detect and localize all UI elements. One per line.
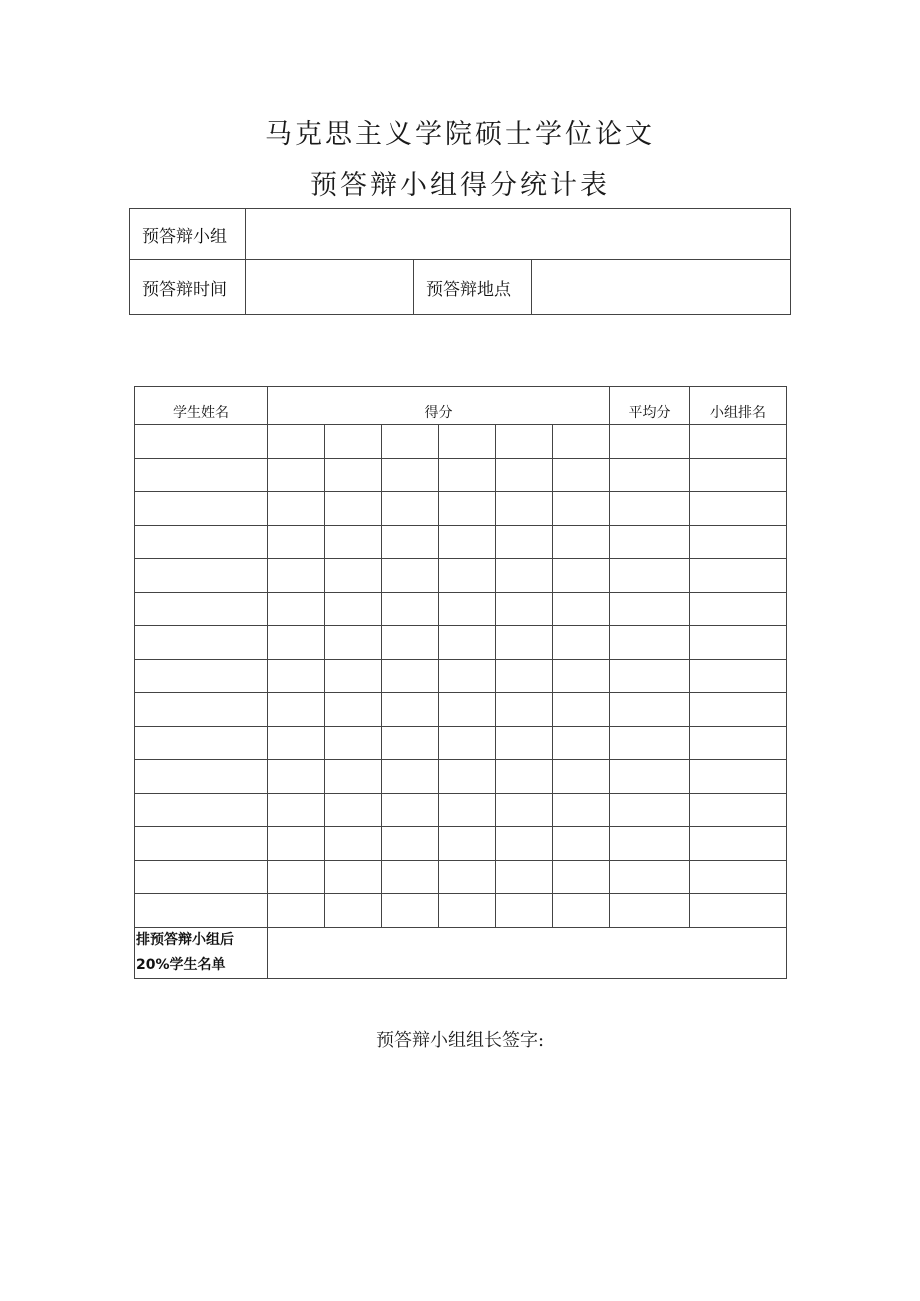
score-cell[interactable] <box>382 726 439 760</box>
score-cell[interactable] <box>268 760 325 794</box>
score-cell[interactable] <box>325 693 382 727</box>
bottom-20-percent-list-cell[interactable] <box>268 927 787 978</box>
time-label: 预答辩时间 <box>130 260 246 315</box>
table-row <box>135 894 787 928</box>
score-cell[interactable] <box>553 827 610 861</box>
score-cell[interactable] <box>553 860 610 894</box>
score-cell[interactable] <box>268 458 325 492</box>
header-average: 平均分 <box>610 387 690 425</box>
score-cell[interactable] <box>553 626 610 660</box>
average-cell[interactable] <box>610 592 690 626</box>
bottom-20-percent-label-line2: 20%学生名单 <box>136 956 226 973</box>
info-table <box>129 208 791 315</box>
score-cell[interactable] <box>268 592 325 626</box>
table-row <box>135 860 787 894</box>
rank-cell[interactable] <box>690 726 787 760</box>
score-cell[interactable] <box>553 894 610 928</box>
score-cell[interactable] <box>382 492 439 526</box>
average-cell[interactable] <box>610 626 690 660</box>
score-cell[interactable] <box>553 458 610 492</box>
average-cell[interactable] <box>610 827 690 861</box>
score-cell[interactable] <box>439 659 496 693</box>
average-cell[interactable] <box>610 894 690 928</box>
score-cell[interactable] <box>439 626 496 660</box>
score-cell[interactable] <box>553 693 610 727</box>
score-cell[interactable] <box>325 559 382 593</box>
header-score: 得分 <box>268 387 610 425</box>
score-cell[interactable] <box>382 525 439 559</box>
rank-cell[interactable] <box>690 458 787 492</box>
score-cell[interactable] <box>439 693 496 727</box>
location-value-cell[interactable] <box>532 260 791 315</box>
rank-cell[interactable] <box>690 659 787 693</box>
average-cell[interactable] <box>610 760 690 794</box>
rank-cell[interactable] <box>690 760 787 794</box>
student-name-cell[interactable] <box>135 425 268 459</box>
time-value-cell[interactable] <box>246 260 414 315</box>
score-cell[interactable] <box>382 592 439 626</box>
score-cell[interactable] <box>268 425 325 459</box>
student-name-cell[interactable] <box>135 726 268 760</box>
score-cell[interactable] <box>325 425 382 459</box>
score-cell[interactable] <box>325 827 382 861</box>
score-cell[interactable] <box>439 458 496 492</box>
score-cell[interactable] <box>496 693 553 727</box>
rank-cell[interactable] <box>690 626 787 660</box>
student-name-cell[interactable] <box>135 626 268 660</box>
rank-cell[interactable] <box>690 525 787 559</box>
score-cell[interactable] <box>268 860 325 894</box>
score-cell[interactable] <box>553 760 610 794</box>
average-cell[interactable] <box>610 793 690 827</box>
score-cell[interactable] <box>439 760 496 794</box>
score-cell[interactable] <box>268 659 325 693</box>
score-cell[interactable] <box>496 492 553 526</box>
score-cell[interactable] <box>325 525 382 559</box>
score-cell[interactable] <box>268 525 325 559</box>
score-cell[interactable] <box>496 425 553 459</box>
score-cell[interactable] <box>325 860 382 894</box>
score-cell[interactable] <box>553 793 610 827</box>
score-cell[interactable] <box>268 894 325 928</box>
score-cell[interactable] <box>439 425 496 459</box>
score-cell[interactable] <box>382 659 439 693</box>
score-cell[interactable] <box>325 492 382 526</box>
group-value-cell[interactable] <box>246 209 791 260</box>
score-cell[interactable] <box>382 827 439 861</box>
average-cell[interactable] <box>610 492 690 526</box>
document-title-line2: 预答辩小组得分统计表 <box>310 170 610 201</box>
score-cell[interactable] <box>496 793 553 827</box>
table-row <box>135 492 787 526</box>
score-cell[interactable] <box>325 894 382 928</box>
rank-cell[interactable] <box>690 793 787 827</box>
student-name-cell[interactable] <box>135 559 268 593</box>
table-row <box>135 760 787 794</box>
score-cell[interactable] <box>382 894 439 928</box>
score-cell[interactable] <box>382 626 439 660</box>
student-name-cell[interactable] <box>135 760 268 794</box>
score-cell[interactable] <box>325 659 382 693</box>
student-name-cell[interactable] <box>135 793 268 827</box>
score-cell[interactable] <box>325 626 382 660</box>
average-cell[interactable] <box>610 458 690 492</box>
score-cell[interactable] <box>553 525 610 559</box>
average-cell[interactable] <box>610 425 690 459</box>
score-cell[interactable] <box>382 425 439 459</box>
score-cell[interactable] <box>496 559 553 593</box>
score-cell[interactable] <box>496 458 553 492</box>
table-row <box>135 827 787 861</box>
table-row <box>135 726 787 760</box>
student-name-cell[interactable] <box>135 693 268 727</box>
score-cell[interactable] <box>268 827 325 861</box>
location-label: 预答辩地点 <box>414 260 532 315</box>
score-cell[interactable] <box>439 525 496 559</box>
rank-cell[interactable] <box>690 492 787 526</box>
student-name-cell[interactable] <box>135 827 268 861</box>
score-cell[interactable] <box>553 425 610 459</box>
score-cell[interactable] <box>268 492 325 526</box>
student-name-cell[interactable] <box>135 894 268 928</box>
score-cell[interactable] <box>382 860 439 894</box>
score-cell[interactable] <box>382 559 439 593</box>
score-cell[interactable] <box>496 659 553 693</box>
score-cell[interactable] <box>553 592 610 626</box>
header-student-name: 学生姓名 <box>135 387 268 425</box>
score-cell[interactable] <box>382 693 439 727</box>
score-cell[interactable] <box>268 626 325 660</box>
score-cell[interactable] <box>268 726 325 760</box>
score-cell[interactable] <box>496 592 553 626</box>
student-name-cell[interactable] <box>135 592 268 626</box>
score-cell[interactable] <box>439 793 496 827</box>
rank-cell[interactable] <box>690 827 787 861</box>
score-cell[interactable] <box>496 525 553 559</box>
document-title-line1: 马克思主义学院硕士学位论文 <box>265 119 655 150</box>
score-cell[interactable] <box>553 492 610 526</box>
score-cell[interactable] <box>268 793 325 827</box>
rank-cell[interactable] <box>690 559 787 593</box>
rank-cell[interactable] <box>690 894 787 928</box>
student-name-cell[interactable] <box>135 492 268 526</box>
score-cell[interactable] <box>439 827 496 861</box>
score-cell[interactable] <box>553 726 610 760</box>
table-row <box>135 626 787 660</box>
student-name-cell[interactable] <box>135 659 268 693</box>
score-cell[interactable] <box>268 559 325 593</box>
average-cell[interactable] <box>610 726 690 760</box>
score-cell[interactable] <box>496 827 553 861</box>
score-cell[interactable] <box>325 760 382 794</box>
average-cell[interactable] <box>610 860 690 894</box>
table-row <box>135 425 787 459</box>
table-row <box>135 659 787 693</box>
rank-cell[interactable] <box>690 693 787 727</box>
score-table-header-row <box>135 387 787 425</box>
score-cell[interactable] <box>496 894 553 928</box>
score-table <box>134 386 787 979</box>
average-cell[interactable] <box>610 525 690 559</box>
signature-label: 预答辩小组组长签字: <box>375 1030 545 1051</box>
rank-cell[interactable] <box>690 592 787 626</box>
average-cell[interactable] <box>610 693 690 727</box>
score-cell[interactable] <box>268 693 325 727</box>
table-row <box>135 525 787 559</box>
score-cell[interactable] <box>496 760 553 794</box>
score-cell[interactable] <box>325 726 382 760</box>
table-row <box>135 793 787 827</box>
score-cell[interactable] <box>496 860 553 894</box>
score-cell[interactable] <box>325 793 382 827</box>
bottom-20-percent-row <box>135 927 787 978</box>
score-cell[interactable] <box>496 726 553 760</box>
header-rank: 小组排名 <box>690 387 787 425</box>
rank-cell[interactable] <box>690 860 787 894</box>
bottom-20-percent-label <box>135 927 268 978</box>
score-cell[interactable] <box>325 458 382 492</box>
score-cell[interactable] <box>439 592 496 626</box>
score-cell[interactable] <box>382 458 439 492</box>
student-name-cell[interactable] <box>135 525 268 559</box>
average-cell[interactable] <box>610 559 690 593</box>
student-name-cell[interactable] <box>135 860 268 894</box>
average-cell[interactable] <box>610 659 690 693</box>
score-cell[interactable] <box>496 626 553 660</box>
table-row <box>135 458 787 492</box>
table-row <box>135 559 787 593</box>
score-cell[interactable] <box>553 659 610 693</box>
table-row <box>135 693 787 727</box>
score-cell[interactable] <box>382 760 439 794</box>
score-cell[interactable] <box>325 592 382 626</box>
rank-cell[interactable] <box>690 425 787 459</box>
score-cell[interactable] <box>382 793 439 827</box>
score-cell[interactable] <box>439 726 496 760</box>
score-cell[interactable] <box>439 492 496 526</box>
student-name-cell[interactable] <box>135 458 268 492</box>
score-cell[interactable] <box>439 559 496 593</box>
score-cell[interactable] <box>439 860 496 894</box>
score-cell[interactable] <box>553 559 610 593</box>
bottom-20-percent-label-line1: 排预答辩小组后 <box>136 931 234 948</box>
score-cell[interactable] <box>439 894 496 928</box>
table-row <box>135 592 787 626</box>
group-label: 预答辩小组 <box>130 209 246 260</box>
